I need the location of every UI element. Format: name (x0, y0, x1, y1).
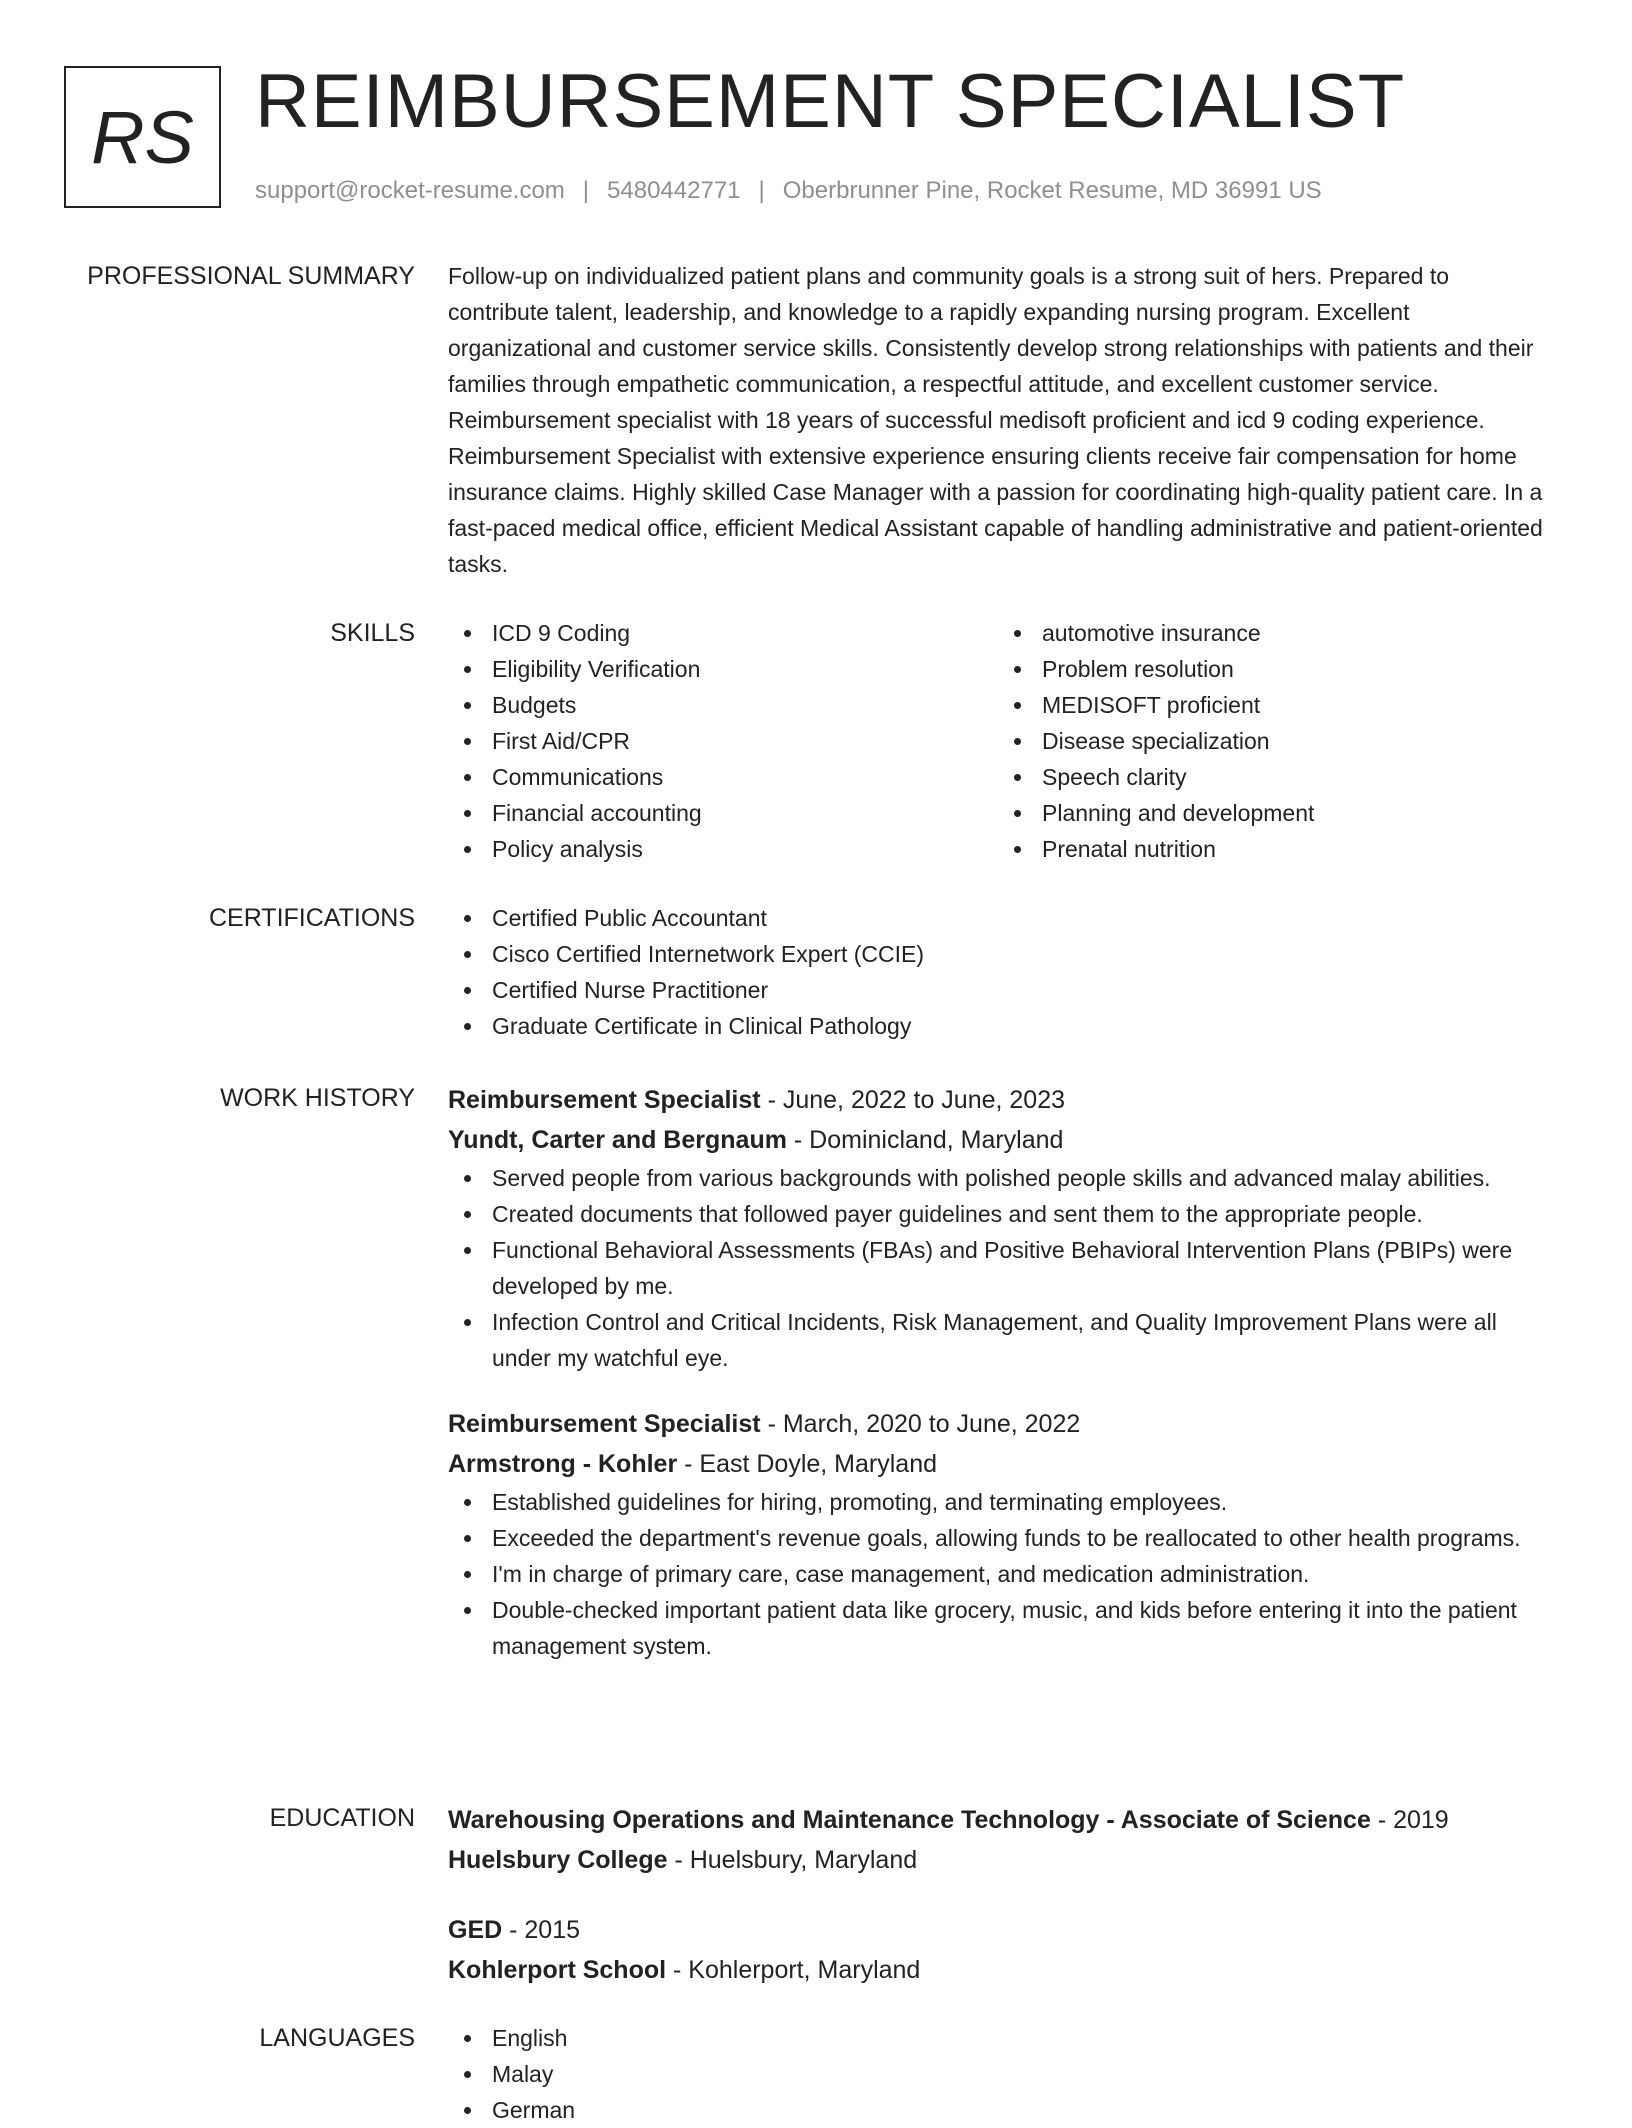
skill-item: First Aid/CPR (448, 723, 702, 759)
resume-title: REIMBURSEMENT SPECIALIST (255, 59, 1406, 144)
education-year: - 2019 (1370, 1806, 1449, 1834)
job-company: Armstrong - Kohler (448, 1450, 678, 1478)
language-item: Malay (448, 2056, 1568, 2092)
summary-text: Follow-up on individualized patient plans and community goals is a strong suit of hers. Prepared to contribute talent, leadership, and knowledge to a rapidly expanding nursing program. Excellent organizational and customer service skills. Consistently develop strong relationships with patients and their families through empathetic communication, a respectful attitude, and excellent customer service. Reimbursement specialist with 18 years of successful medisoft proficient and icd 9 coding experience. Reimbursement Specialist with extensive experience ensuring clients receive fair compensation for home insurance claims. Highly skilled Case Manager with a passion for coordinating high-quality patient care. In a fast-paced medical office, efficient Medical Assistant capable of handling administrative and patient-oriented tasks. (448, 263, 1543, 577)
job-dates: - June, 2022 to June, 2023 (760, 1086, 1066, 1114)
job-bullet: Double-checked important patient data like grocery, music, and kids before entering it into the patient management system. (448, 1592, 1558, 1664)
education-degree: GED (448, 1916, 503, 1944)
section-label-languages: LANGUAGES (259, 2024, 415, 2052)
skills-list-right (998, 615, 1314, 867)
language-item: German (448, 2092, 1568, 2128)
contact-separator: | (758, 177, 765, 204)
contact-line (255, 174, 1322, 208)
certification-item: Certified Nurse Practitioner (448, 972, 1568, 1008)
skill-item: Planning and development (998, 795, 1314, 831)
education-location: - Kohlerport, Maryland (666, 1956, 921, 1984)
monogram-initials: RS (91, 95, 194, 179)
job-location: - East Doyle, Maryland (677, 1450, 938, 1478)
education-school: Kohlerport School (448, 1956, 667, 1984)
education-degree-line (448, 1800, 1568, 1840)
skill-item: automotive insurance (998, 615, 1314, 651)
skill-item: Communications (448, 759, 702, 795)
certification-item: Cisco Certified Internetwork Expert (CCIE) (448, 936, 1568, 972)
skill-item: Policy analysis (448, 831, 702, 867)
education-year: - 2015 (502, 1916, 581, 1944)
job-company: Yundt, Carter and Bergnaum (448, 1126, 787, 1154)
contact-address: Oberbrunner Pine, Rocket Resume, MD 36991 US (782, 177, 1322, 204)
job-title: Reimbursement Specialist (448, 1086, 761, 1114)
job-bullet: Served people from various backgrounds with polished people skills and advanced malay abilities. (448, 1160, 1558, 1196)
skill-item: Prenatal nutrition (998, 831, 1314, 867)
skill-item: Eligibility Verification (448, 651, 702, 687)
section-label-summary: PROFESSIONAL SUMMARY (87, 262, 415, 290)
education-entry (448, 1800, 1568, 1880)
job-company-line (448, 1444, 1558, 1484)
language-item: English (448, 2020, 1568, 2056)
job-title-line (448, 1404, 1558, 1444)
skill-item: ICD 9 Coding (448, 615, 702, 651)
skill-item: Financial accounting (448, 795, 702, 831)
section-label-work-history: WORK HISTORY (220, 1084, 415, 1112)
job-bullet: Created documents that followed payer guidelines and sent them to the appropriate people. (448, 1196, 1558, 1232)
job-bullets (448, 1160, 1558, 1376)
education-location: - Huelsbury, Maryland (667, 1846, 918, 1874)
job-entry (448, 1404, 1558, 1664)
skill-item: Speech clarity (998, 759, 1314, 795)
skills-list-left (448, 615, 702, 867)
job-title-line (448, 1080, 1558, 1120)
section-label-skills: SKILLS (330, 619, 415, 647)
skill-item: Disease specialization (998, 723, 1314, 759)
job-bullet: I'm in charge of primary care, case management, and medication administration. (448, 1556, 1558, 1592)
certification-item: Certified Public Accountant (448, 900, 1568, 936)
education-school-line (448, 1950, 1568, 1990)
job-bullets (448, 1484, 1558, 1664)
section-label-certifications: CERTIFICATIONS (208, 904, 415, 932)
section-label-education: EDUCATION (269, 1804, 415, 1832)
skill-item: MEDISOFT proficient (998, 687, 1314, 723)
job-bullet: Exceeded the department's revenue goals, allowing funds to be reallocated to other health programs. (448, 1520, 1558, 1556)
job-location: - Dominicland, Maryland (786, 1126, 1064, 1154)
job-company-line (448, 1120, 1558, 1160)
education-degree-line (448, 1910, 1568, 1950)
certifications-list (448, 900, 1568, 1044)
skill-item: Budgets (448, 687, 702, 723)
education-entry (448, 1910, 1568, 1990)
contact-separator: | (582, 177, 590, 204)
job-title: Reimbursement Specialist (448, 1410, 761, 1438)
job-entry (448, 1080, 1558, 1376)
education-school-line (448, 1840, 1568, 1880)
certification-item: Graduate Certificate in Clinical Pathology (448, 1008, 1568, 1044)
monogram-box (64, 66, 221, 208)
education-school: Huelsbury College (448, 1846, 668, 1874)
job-bullet: Established guidelines for hiring, promoting, and terminating employees. (448, 1484, 1558, 1520)
education-degree: Warehousing Operations and Maintenance Technology - Associate of Science (448, 1806, 1371, 1834)
contact-email[interactable]: support@rocket-resume.com (255, 177, 565, 204)
job-bullet: Functional Behavioral Assessments (FBAs) and Positive Behavioral Intervention Plans (PBIPs) were developed by me. (448, 1232, 1558, 1304)
job-dates: - March, 2020 to June, 2022 (760, 1410, 1081, 1438)
skill-item: Problem resolution (998, 651, 1314, 687)
contact-phone[interactable]: 5480442771 (607, 177, 741, 204)
job-bullet: Infection Control and Critical Incidents, Risk Management, and Quality Improvement Plans were all under my watchful eye. (448, 1304, 1558, 1376)
